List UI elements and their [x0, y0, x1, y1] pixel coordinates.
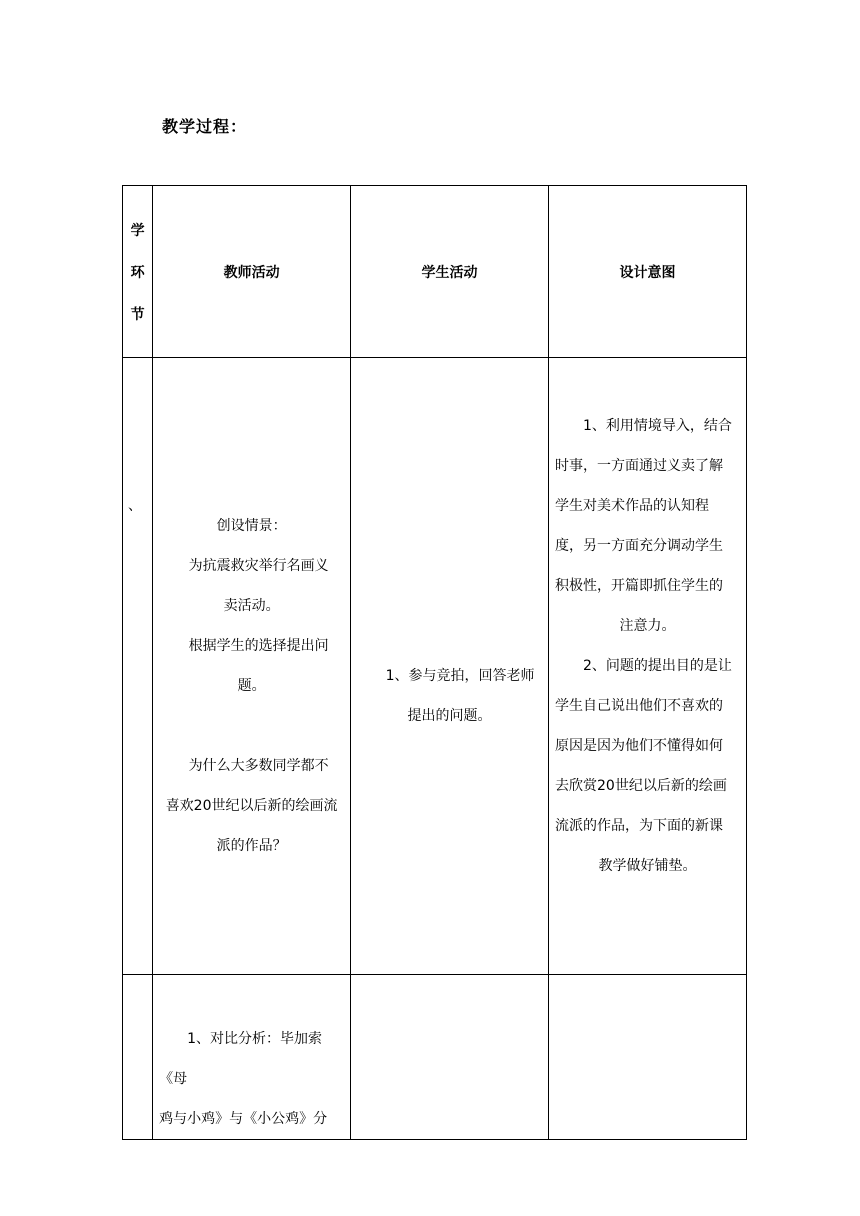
- header-stage-char: 环: [130, 264, 145, 281]
- stage-marker: 、: [128, 498, 142, 514]
- header-student: 学生活动: [351, 186, 549, 358]
- teacher-activity-cell: 1、对比分析：毕加索《母 鸡与小鸡》与《小公鸡》分: [153, 975, 351, 1140]
- header-stage-char: 学: [130, 222, 145, 239]
- stage-cell: [123, 358, 153, 975]
- design-intent-cell: 1、利用情境导入，结合 时事，一方面通过义卖了解 学生对美术作品的认知程 度，另一方面充分调动学生 积极性，开篇即抓住学生的 注意力。 2、问题的提出目的是让 学生自己说出他们不喜欢的 原因是因为他们不懂得如何 去欣赏20世纪以后新的绘画 流派的作品，为下面的新课 教学做好铺垫。: [549, 358, 747, 975]
- header-design: 设计意图: [549, 186, 747, 358]
- teacher-activity-cell: 创设情景： 为抗震救灾举行名画义 卖活动。 根据学生的选择提出问 题。 为什么大多数同学都不 喜欢20世纪以后新的绘画流 派的作品？: [153, 358, 351, 975]
- page-title: 教学过程：: [162, 117, 248, 136]
- header-row: [123, 186, 747, 358]
- header-stage: [123, 186, 153, 358]
- lesson-table: [122, 185, 747, 1140]
- table-row: [123, 358, 747, 975]
- stage-cell: [123, 975, 153, 1140]
- student-activity-cell: [351, 975, 549, 1140]
- header-stage-char: 节: [130, 306, 145, 323]
- design-intent-cell: [549, 975, 747, 1140]
- header-teacher: 教师活动: [153, 186, 351, 358]
- table-row: [123, 975, 747, 1140]
- student-activity-cell: 1、参与竞拍，回答老师 提出的问题。: [351, 358, 549, 975]
